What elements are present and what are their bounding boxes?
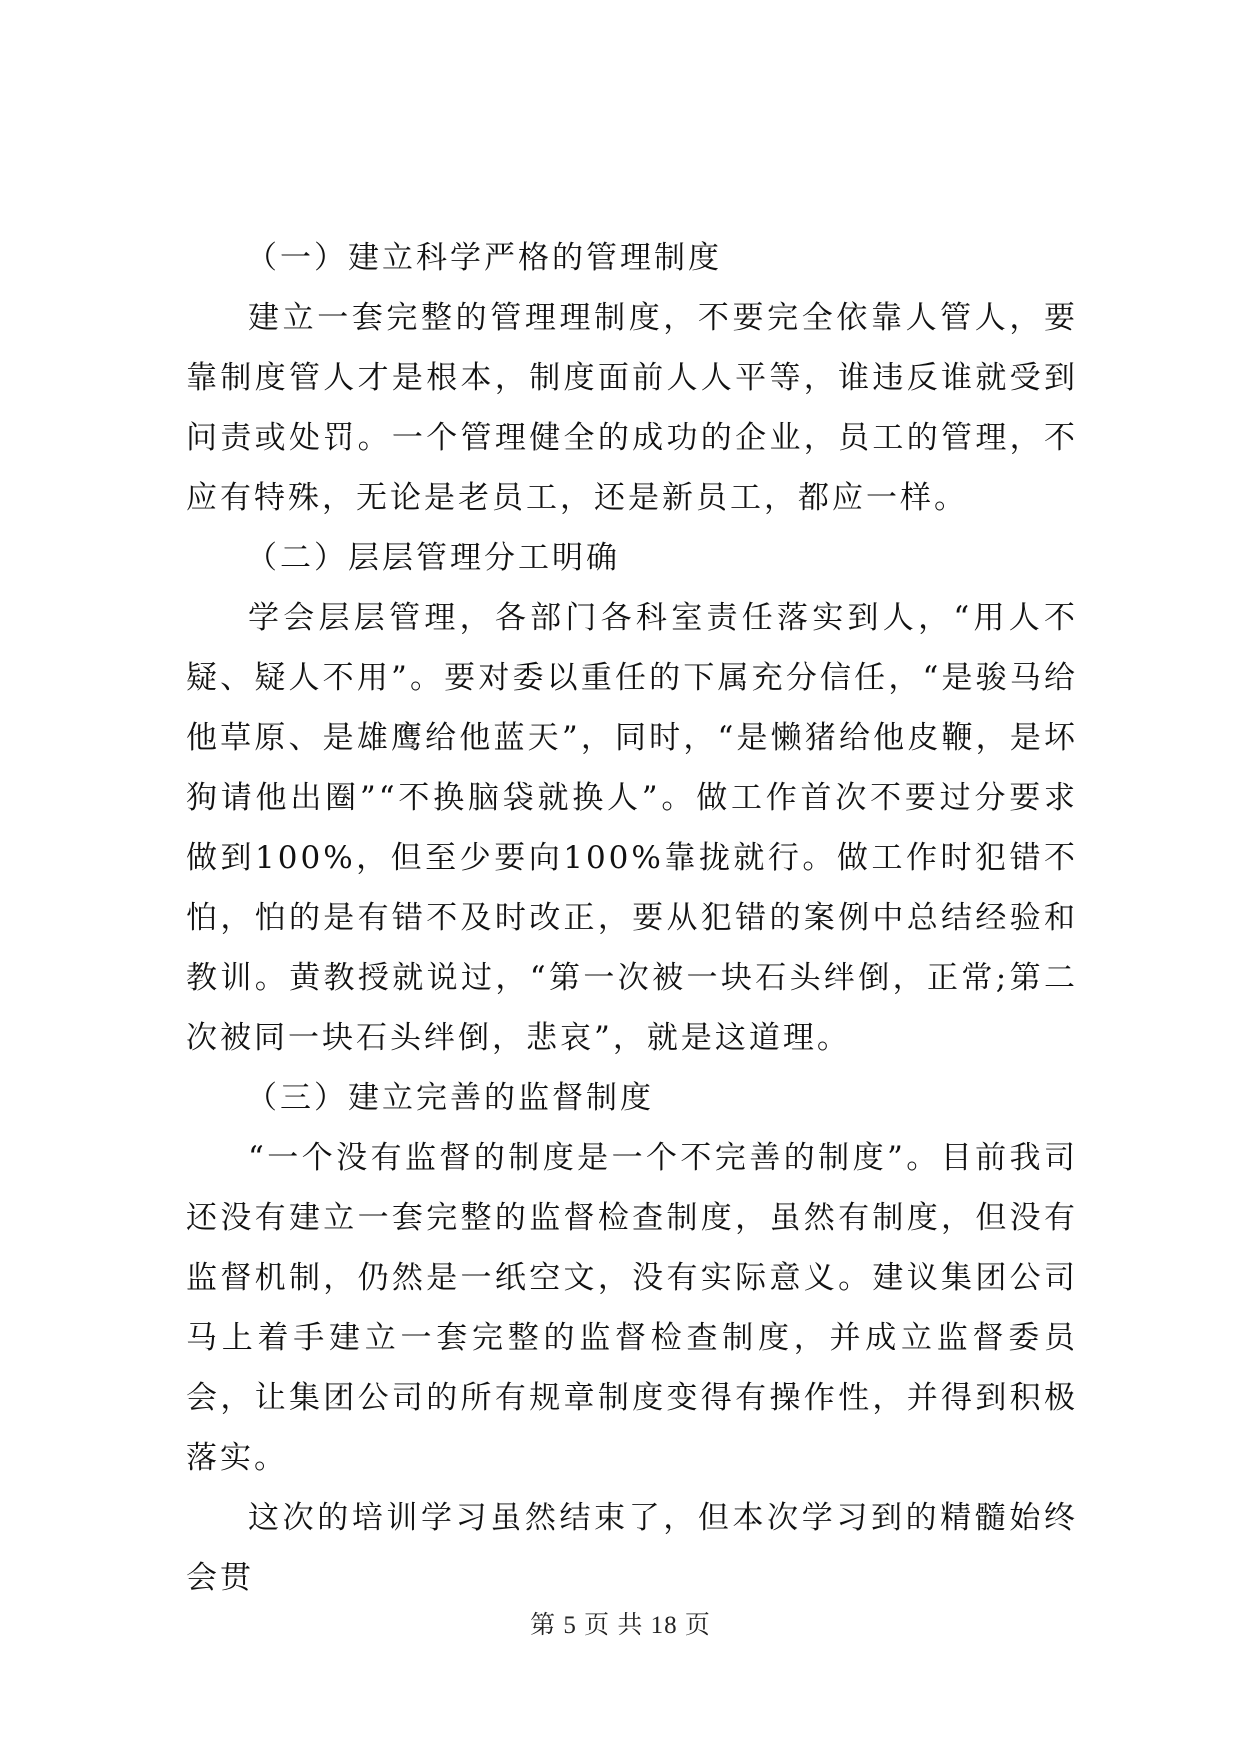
section-heading-2: （二）层层管理分工明确 [246,540,620,576]
paragraph-management-system: 建立一套完整的管理理制度，不要完全依靠人管人，要靠制度管人才是根本，制度面前人人平等，谁违反谁就受到问责或处罚。一个管理健全的成功的企业，员工的管理，不应有特殊，无论是老员工，还是新员工，都应一样。 [186,300,1078,516]
paragraph-layered-management: 学会层层管理，各部门各科室责任落实到人，“用人不疑、疑人不用”。要对委以重任的下属充分信任，“是骏马给他草原、是雄鹰给他蓝天”，同时，“是懒猪给他皮鞭，是坏狗请他出圈”“不换脑袋就换人”。做工作首次不要过分要求做到100%，但至少要向100%靠拢就行。做工作时犯错不怕，怕的是有错不及时改正，要从犯错的案例中总结经验和教训。黄教授就说过，“第一次被一块石头绊倒，正常;第二次被同一块石头绊倒，悲哀”，就是这道理。 [186,600,1078,1056]
section-heading-3: （三）建立完善的监督制度 [246,1080,654,1116]
page-footer: 第 5 页 共 18 页 [530,1612,711,1639]
document-body [186,228,1078,1608]
section-heading-1: （一）建立科学严格的管理制度 [246,240,722,276]
paragraph-training-conclusion: 这次的培训学习虽然结束了，但本次学习到的精髓始终会贯 [186,1500,1078,1596]
paragraph-supervision-system: “一个没有监督的制度是一个不完善的制度”。目前我司还没有建立一套完整的监督检查制度，虽然有制度，但没有监督机制，仍然是一纸空文，没有实际意义。建议集团公司马上着手建立一套完整的监督检查制度，并成立监督委员会，让集团公司的所有规章制度变得有操作性，并得到积极落实。 [186,1140,1078,1476]
